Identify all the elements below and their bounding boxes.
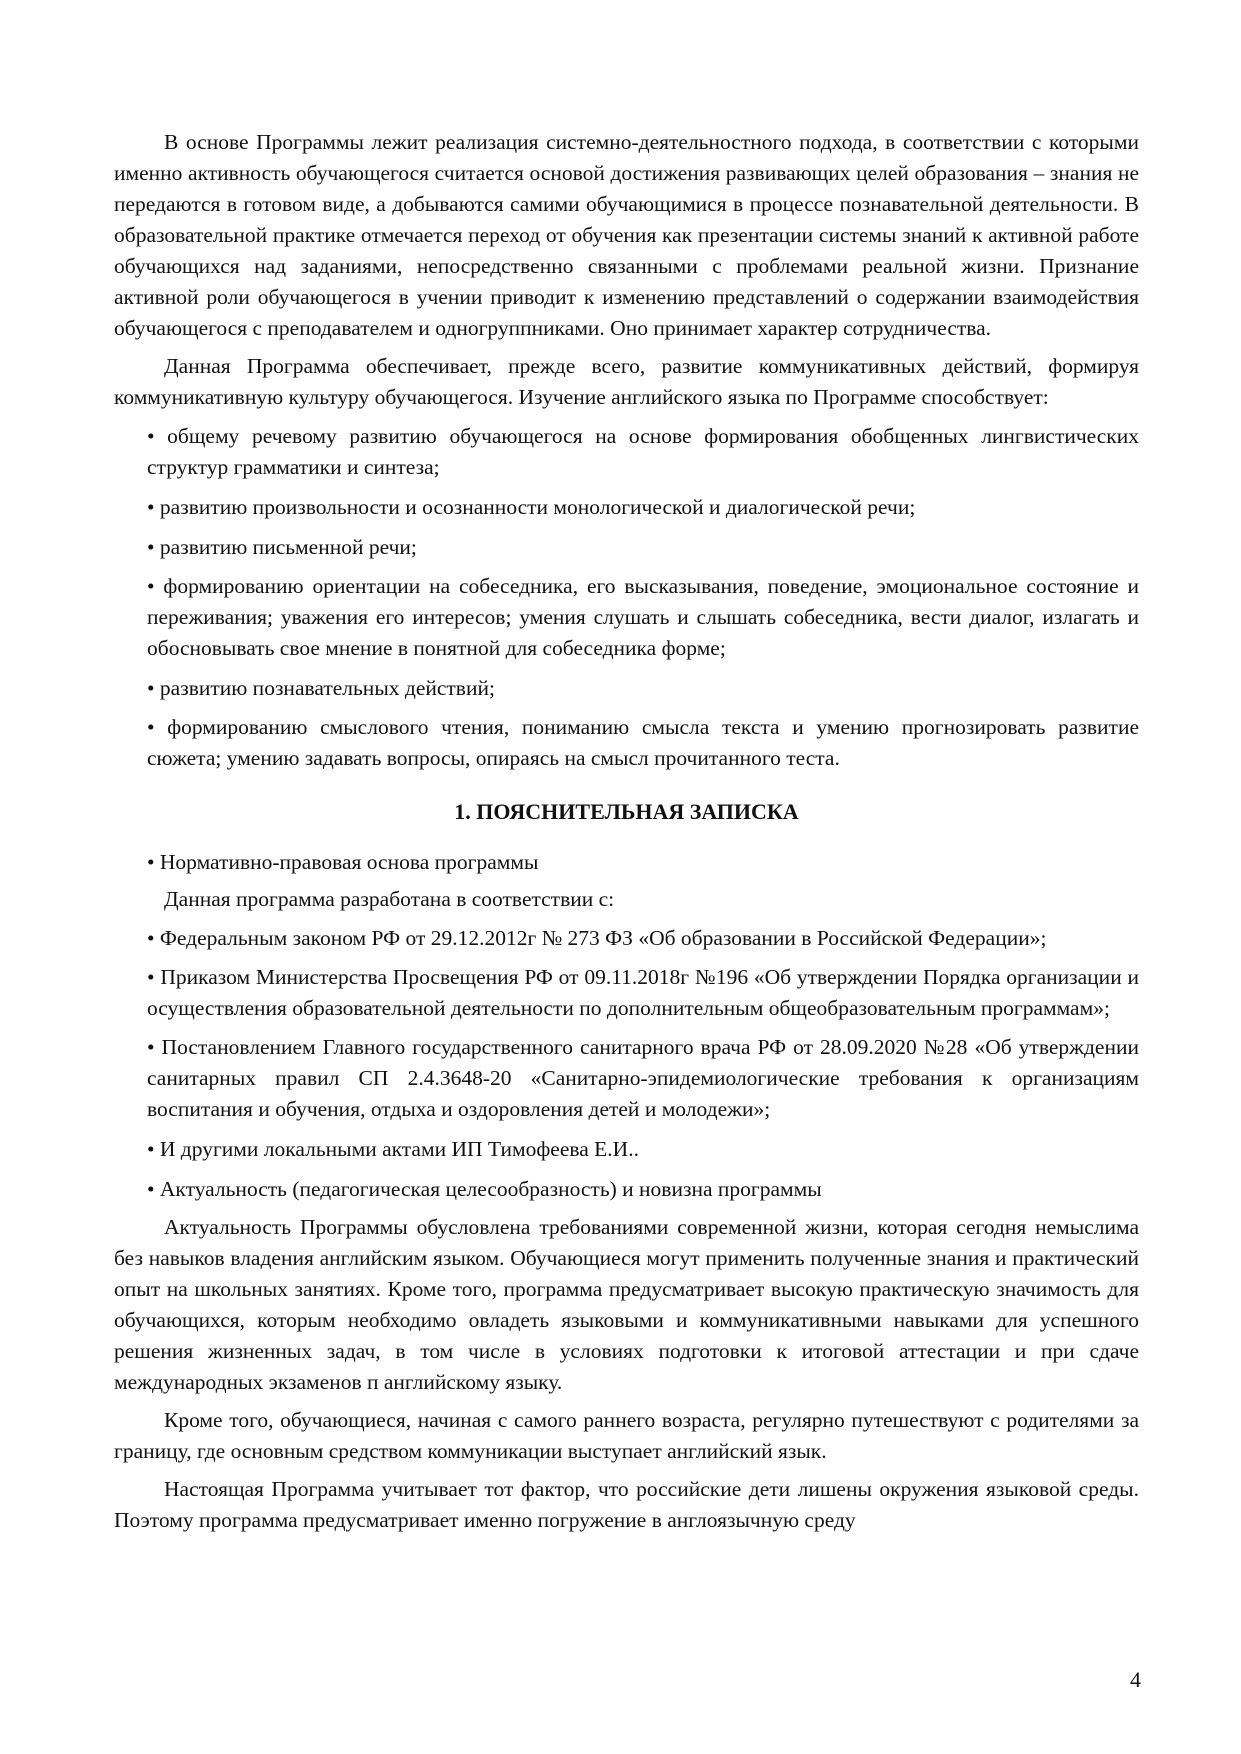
basis-item-1: • Федеральным законом РФ от 29.12.2012г № 273 ФЗ «Об образовании в Российской Федерации»; (147, 926, 1047, 950)
intro-paragraph-1: В основе Программы лежит реализация системно-деятельностного подхода, в соответствии с которыми именно активность обучающегося считается основой достижения развивающих целей образования – знания не передаются в готовом виде, а добываются самими обучающимися в процессе познавательной деятельности. В образовательной практике отмечается переход от обучения как презентации системы знаний к активной работе обучающихся над заданиями, непосредственно связанными с проблемами реальной жизни. Признание активной роли обучающегося в учении приводит к изменению представлений о содержании взаимодействия обучающегося с преподавателем и одногруппниками. Оно принимает характер сотрудничества. (114, 130, 1139, 340)
relevance-paragraph-3: Настоящая Программа учитывает тот фактор, что российские дети лишены окружения языковой среды. Поэтому программа предусматривает именно погружение в англоязычную среду (114, 1477, 1139, 1532)
relevance-paragraph-2: Кроме того, обучающиеся, начиная с самого раннего возраста, регулярно путешествуют с родителями за границу, где основным средством коммуникации выступает английский язык. (114, 1408, 1139, 1463)
basis-item-4: • И другими локальными актами ИП Тимофеева Е.И.. (147, 1137, 639, 1161)
basis-label: • Нормативно-правовая основа программы (147, 850, 539, 874)
intro-paragraph-2: Данная Программа обеспечивает, прежде всего, развитие коммуникативных действий, формируя коммуникативную культуру обучающегося. Изучение английского языка по Программе способствует: (114, 354, 1139, 409)
relevance-paragraph-1: Актуальность Программы обусловлена требованиями современной жизни, которая сегодня немыслима без навыков владения английским языком. Обучающиеся могут применить полученные знания и практический опыт на школьных занятиях. Кроме того, программа предусматривает высокую практическую значимость для обучающихся, которым необходимо овладеть языковыми и коммуникативными навыками для успешного решения жизненных задач, в том числе в условиях подготовки к итоговой аттестации и при сдаче международных экзаменов п английскому языку. (114, 1215, 1139, 1394)
basis-item-3: • Постановлением Главного государственного санитарного врача РФ от 28.09.2020 №28 «Об утверждении санитарных правил СП 2.4.3648-20 «Санитарно-эпидемиологические требования к организациям воспитания и обучения, отдыха и оздоровления детей и молодежи»; (147, 1035, 1139, 1121)
intro-bullet-5: • развитию познавательных действий; (147, 676, 495, 700)
basis-intro: Данная программа разработана в соответствии с: (164, 887, 615, 911)
intro-bullet-6: • формированию смыслового чтения, пониманию смысла текста и умению прогнозировать развитие сюжета; умению задавать вопросы, опираясь на смысл прочитанного теста. (147, 715, 1139, 770)
intro-bullet-1: • общему речевому развитию обучающегося на основе формирования обобщенных лингвистических структур грамматики и синтеза; (147, 424, 1139, 479)
relevance-label: • Актуальность (педагогическая целесообразность) и новизна программы (147, 1177, 822, 1201)
section-heading: 1. ПОЯСНИТЕЛЬНАЯ ЗАПИСКА (454, 799, 799, 824)
basis-item-2: • Приказом Министерства Просвещения РФ от 09.11.2018г №196 «Об утверждении Порядка организации и осуществления образовательной деятельности по дополнительным общеобразовательным программам»; (147, 965, 1139, 1020)
intro-bullet-4: • формированию ориентации на собеседника, его высказывания, поведение, эмоциональное состояние и переживания; уважения его интересов; умения слушать и слышать собеседника, вести диалог, излагать и обосновывать свое мнение в понятной для собеседника форме; (147, 574, 1139, 660)
intro-bullet-2: • развитию произвольности и осознанности монологической и диалогической речи; (147, 495, 916, 519)
page-number: 4 (1130, 1667, 1141, 1692)
intro-bullet-3: • развитию письменной речи; (147, 535, 417, 559)
